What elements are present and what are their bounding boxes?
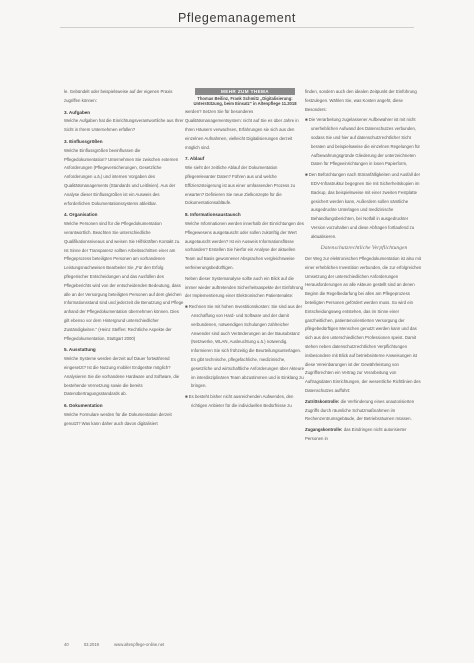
section-heading: 7. Ablauf — [185, 156, 205, 162]
bullet-item: ■ Die Verarbeitung zugelassener Aufbewahrer ist mit nicht unerheblichen Aufwand des Datenschutzes verbunden, sodass Sie und hier auf datenschutzrechtlicher Sicht beraten und beispielsweise die einzelnen Regelungen für Aufbewahrungsgründe Gliederung der unterzeichneten Daten für Pflegeeinrichtungen in losen Papierform, — [305, 117, 420, 167]
section-heading: 6. Dokumentation — [64, 403, 103, 409]
term-paragraph — [305, 426, 423, 444]
bullet-item: ■ Rechnen Sie mit hohen Investitionskosten: Sie sind aus der Anschaffung von Hard- und Software und der damit verbundenen, notwendigen Schulungen zahlreicher Anwender sind auch Veränderungen an der Bausubstanz (Netzwerke, WLAN, Ausleuchtung u.ä.) notwendig. Informieren Sie sich frühzeitig die Beurteilungsunterlagen. Es gibt technische, pflegefachliche, medizinische, gesetzliche und wirtschaftliche Anforderungen über Akteure im interdisziplinären Team abzustimmen und in Einklang zu bringen. — [185, 304, 304, 389]
intro-paragraph: le. Gebündelt oder beispielsweise auf der eigenen Praxis zugriffen können: — [64, 89, 173, 103]
term-paragraph — [305, 398, 423, 424]
body-paragraph: Der Weg zur elektronischen Pflegedokumentation ist also mit einer erheblichen Investition verbunden, die zur erfolgreichen Umsetzung der unterschiedlichen Anforderungen Herausforderungen an alle Akteure gestellt sind an denen Beginn die Regelbedarfung bei allen am Pflegeprozess beteiligten Personen gefördert werden muss. So wird ein Entscheidungsweg entstehen, das im Sinne einer ganzheitlichen, patientenorientierten Versorgung der pflegebedürftigen Menschen genutzt werden kann und das sich aus den unterschiedlichen Professionen speist. Damit stehen neben datenschutzrechtlichen Verpflichtungen insbesondere mit Blick auf betriebsinterne Anweisungen ist diese Vereinbarungen ist der Gewährleistung von Zugriffsrechten ein Vertrag zur Verarbeitung von Auftragsdaten Einrichtungen, der wesentliche Richtlinien des Datenschutzes aufführt: — [305, 256, 422, 393]
column-middle — [185, 88, 305, 413]
section-heading: 3. Einflussgrößen — [64, 138, 103, 144]
page-title: Pflegemanagement — [177, 11, 296, 25]
footer-url-link[interactable]: www.altenpflege-online.net — [114, 642, 165, 647]
section-paragraph: Welche Aufgaben hat die Einrichtungsverantwortliche aus Ihrer Sicht in Ihrem Unternehmen erfüllen? — [64, 118, 184, 133]
page-header — [0, 0, 474, 30]
section-paragraph: Welche Formulare werden für die Dokumentation derzeit genutzt? Was kann daher auch davon digitalisiert — [64, 411, 172, 426]
section-heading: 5. Ausstattung — [64, 347, 96, 353]
section-paragraph: Wie sieht der zeitliche Ablauf der Dokumentation pflegerelevanter Daten? Führen aus und welche Effizienzsteigerung ist aus einer umfassenden Prozess zu erwarten? Definieren Sie neue Zielkonzepte für die Dokumentationsabläufe. — [185, 165, 296, 206]
body-paragraph: werden? Setzen Sie für besonderes Qualitätsmanagementsystem: nicht auf Sie es über Jahre in Ihren Häusern verwachsen, Erfahrungen sie sich aus den einzelnen Aufnahmen, vielleicht Digitalisierungen derzeit möglich sind. — [185, 109, 299, 150]
section-paragraph: Welche Einflussgrößen beeinflussen die Pflegedokumentation? Unternehmen Sie zwischen externen Anforderungen (Pflegeversicherungen, Gesetzliche Anforderungen u.ä.) und internen Vorgaben des Qualitätsmanagements (Standards und Leitlinien). Aus der Analyse dieser Einflussgrößen ist ein Ausweis des erforderlichen Dokumentationssystems ableitbar. — [64, 147, 179, 206]
info-box-text: Thomas Beilinz, Frank Schmitz „Digitalisierung: Unterstützung, beim Einsatz" in Altenpflege 11.2018 — [193, 96, 297, 107]
issue-label: 03.2019 — [83, 642, 99, 647]
term-text: das Eindringen nicht autorisierter Personen in — [305, 427, 407, 441]
body-paragraph: finden, sondern auch den idealen Zeitpunkt der Einführung festzulegen. Wählen Sie, was Kosten angeht, diese Besonders: — [305, 89, 417, 112]
bullet-item: ■ Es besteht bisher nicht ausreichenden Aufwendes, den richtigen Anbieter für die individuellen Bedürfnisse zu — [185, 394, 294, 408]
column-left — [64, 88, 184, 430]
section-paragraph: Welche Informationen werden innerhalb der Einrichtungen des Pflegewesens ausgetauscht oder sollen zukünftig der Wert ausgetauscht werden? Ist ein Ausweis Informationsflüsse vorhanden? Erstellen Sie hierfür ein Analyse der aktuellen Team auf Basis gewonnener Absprachen vergleichsweise verfeinerungsbedürftigen. — [185, 220, 304, 270]
subheading: Datenschutzrechtliche Verpflichtungen — [320, 244, 408, 251]
section-heading: 8. Informationsaustausch — [185, 212, 241, 218]
section-paragraph: Welche Systeme werden derzeit auf Dauer fortwährend eingesetzt? Ist die Nutzung mobiler Endgeräte möglich? Analysieren Sie die vorhandene Hardware und Software, die bestehende Vernetzung sowie die bereits Datenübertragungsstandards ab. — [64, 356, 180, 397]
page-number: 40 — [64, 642, 69, 647]
section-heading: 3. Aufgaben — [64, 109, 91, 115]
term-text: die Verhinderung eines unautorisierten Zugriffs durch räumliche Schutzmaßnahmen im Rechenzentrumsgebäude, der Betriebsräumen müssen. — [305, 398, 415, 422]
term-label: Zugangskontrolle: — [305, 427, 343, 433]
term-label: Zutrittskontrolle: — [305, 398, 340, 404]
info-box-heading: MEHR ZUM THEMA — [195, 88, 295, 95]
header-rule — [60, 27, 414, 28]
body-paragraph: Neben dieser Systemanalyse sollte auch ein Blick auf die immer wieder auftretenden Sicherheitsaspekte der Einführung der Implementierung einer Elektronischen Patientenakte: — [185, 275, 303, 299]
page-footer — [64, 642, 178, 647]
bullet-item: ■ Den Befürchtungen nach Störanfälligkeiten und Ausfall der EDV-Infrastruktur begegnen Sie mit Sicherheitskopien im Backup, das beispielsweise mit einer zweiten Festplatte gesichert werden kann, Außerdem sollen sämtliche ausgedruckte Unterlagen und medizinische Behandlungsberichten, bei Notfall in ausgedruckter Version vorzuhalten und diese Abfragen fortlaufend zu aktualisieren. — [305, 172, 421, 239]
section-paragraph: Welche Personen sind für die Pflegedokumentation verantwortlich. Beachten Sie unterschiedliche Qualifikationsniveaus und weisen Sie Hilfskräften Kontakt zu. Ist Sinne der Transparenz sollten Arbeitsschritten einer am Pflegeprozess beteiligten Personen am vorhandenen Leistungsnachweisen Bearbeiter Sie „Für den Erfolg pflegerischer Entscheidungen und das Ausfüllen des Pflegeberichts wird von der entscheidenden Bedeutung, dass alle an der Versorgung beteiligten Personen auf dem gleichen Informationsstand sind und jederzeit die Benutzung und Pflege anhand der Pflegedokumentation übernehmen können. Dies gilt ebenso vor dem Hintergrund unterschiedlicher Zuständigkeiten." (Heinz Steffen: Rechtliche Aspekte der Pflegedokumentation, Stuttgart 2000) — [64, 221, 184, 341]
column-right — [305, 88, 423, 446]
section-heading: 4. Organisation — [64, 212, 98, 218]
